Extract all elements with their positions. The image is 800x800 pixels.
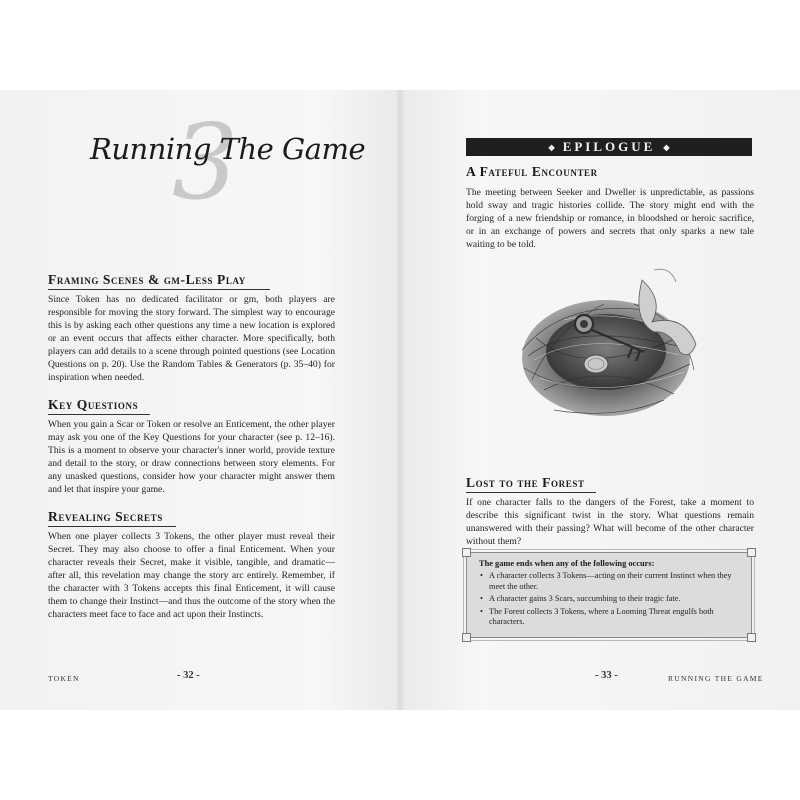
footer-label: RUNNING THE GAME bbox=[668, 674, 764, 683]
section-heading-framing-scenes: Framing Scenes & gm-Less Play bbox=[48, 272, 246, 287]
banner-label: EPILOGUE bbox=[562, 139, 656, 154]
section-rule bbox=[48, 526, 176, 527]
page-number: - 33 - bbox=[595, 670, 618, 681]
bird-nest-with-key-and-coin-illustration bbox=[514, 260, 704, 430]
footer-label: TOKEN bbox=[48, 674, 80, 683]
section-rule bbox=[466, 492, 596, 493]
corner-ornament-icon bbox=[462, 548, 471, 557]
corner-ornament-icon bbox=[462, 633, 471, 642]
section-body-revealing-secrets: When one player collects 3 Tokens, the other player must reveal their Secret. They may also choose to offer a final Enticement. When your character reveals their Secret, make it visible, tangible, and dramatic—after all, this revelation may change the story arc entirely. Remember, if the character with 3 Tokens accepts this final Enticement, it will cause them to change their Instinct—and thus the outcome of the story when the characters meet face to face and act upon their Instincts. bbox=[48, 531, 335, 620]
list-item: • The Forest collects 3 Tokens, where a Looming Threat engulfs both characters. bbox=[489, 607, 739, 628]
corner-ornament-icon bbox=[747, 633, 756, 642]
list-item: • A character collects 3 Tokens—acting on their current Instinct when they meet the other. bbox=[489, 571, 739, 592]
diamond-ornament-icon: ◆ bbox=[663, 142, 670, 152]
epilogue-banner bbox=[466, 138, 752, 156]
section-body-lost-to-forest: If one character falls to the dangers of the Forest, take a moment to describe this significant twist in the story. What questions remain unanswered with their passing? What will become of the other character without them? bbox=[466, 497, 754, 547]
section-heading-lost-to-forest: Lost to the Forest bbox=[466, 475, 585, 490]
section-body-key-questions: When you gain a Scar or Token or resolve an Enticement, the other player may ask you one of the Key Questions for your character (see p. 12–16). This is a moment to observe your character's inner world, provide texture and detail to the story, or draw connections between story elements. For any unasked questions, consider how your character might answer them and let that inspire your game. bbox=[48, 419, 335, 495]
book-spread bbox=[0, 90, 800, 710]
callout-list bbox=[479, 571, 739, 628]
left-page bbox=[0, 90, 400, 710]
section-rule bbox=[48, 414, 150, 415]
chapter-title: Running The Game bbox=[90, 132, 366, 166]
section-heading-revealing-secrets: Revealing Secrets bbox=[48, 509, 163, 524]
right-page bbox=[400, 90, 800, 710]
list-item: • A character gains 3 Scars, succumbing to their tragic fate. bbox=[489, 594, 739, 605]
callout-heading: The game ends when any of the following occurs: bbox=[479, 559, 655, 568]
section-heading-key-questions: Key Questions bbox=[48, 397, 139, 412]
section-heading-fateful-encounter: A Fateful Encounter bbox=[466, 164, 598, 179]
game-end-callout-box bbox=[466, 552, 752, 638]
page-number: - 32 - bbox=[177, 670, 200, 681]
section-body-framing-scenes: Since Token has no dedicated facilitator or gm, both players are responsible for moving the story forward. The simplest way to encourage this is by asking each other questions any time a new location is explored or an event occurs that affects either character. More specifically, both players can add details to a scene through pointed questions (see Location Questions on p. 20). Use the Random Tables & Generators (p. 35–40) for inspiration when needed. bbox=[48, 294, 335, 383]
section-body-fateful-encounter: The meeting between Seeker and Dweller is unpredictable, as passions hold sway and tragic histories collide. The story might end with the forging of a new friendship or romance, in bloodshed or heroic sacrifice, or in an exchange of powers and secrets that only sparks a new tale waiting to be told. bbox=[466, 187, 754, 250]
diamond-ornament-icon: ◆ bbox=[548, 142, 555, 152]
corner-ornament-icon bbox=[747, 548, 756, 557]
chapter-number: 3 bbox=[172, 101, 239, 223]
section-rule bbox=[48, 289, 270, 290]
